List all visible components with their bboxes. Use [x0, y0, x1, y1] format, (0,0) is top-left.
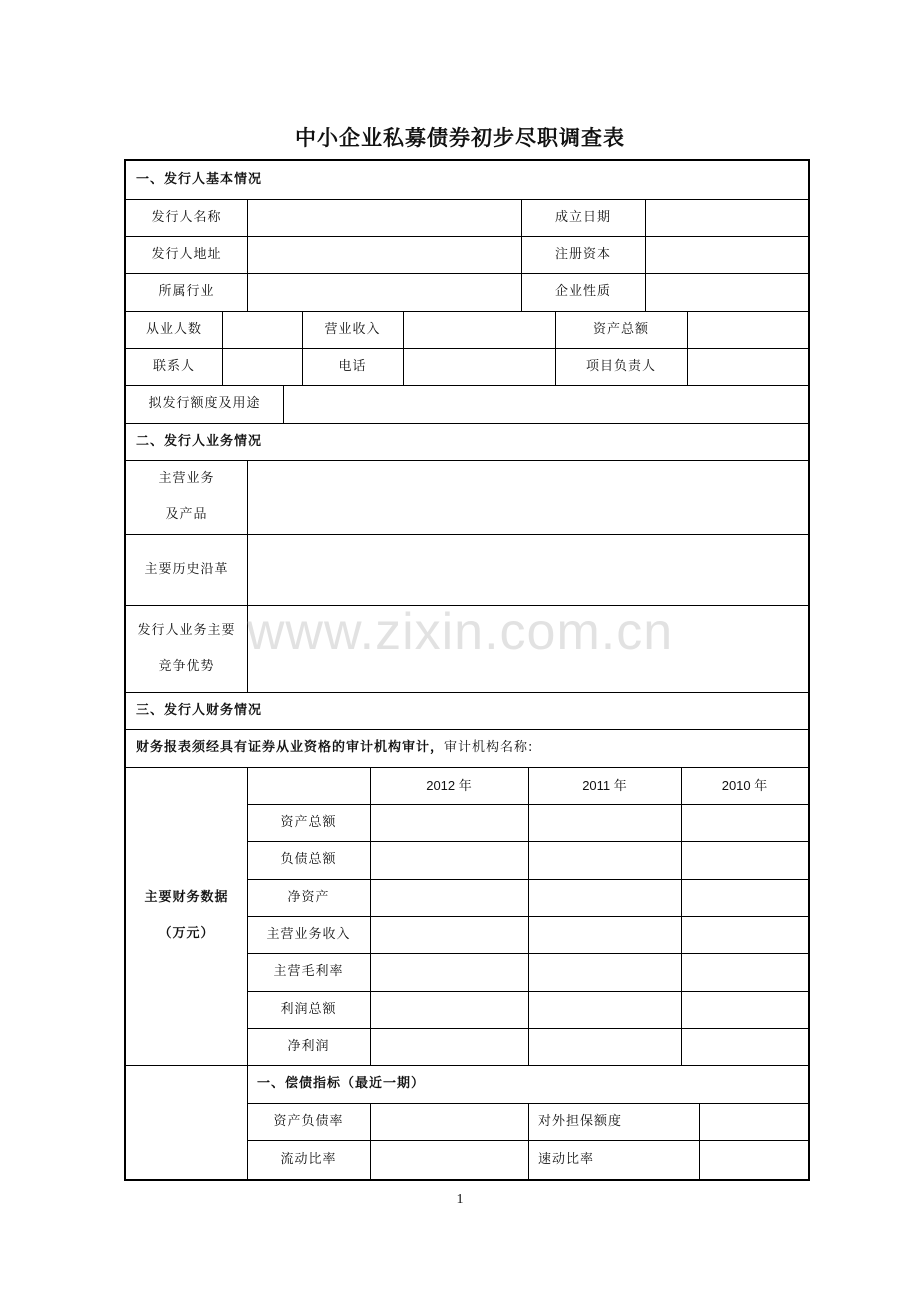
year-header: 2010 年: [721, 777, 768, 793]
financial-row-label: 负债总额: [280, 852, 337, 867]
financial-row-label: 主营业务收入: [266, 926, 351, 942]
label-issuer-name: 发行人名称: [151, 209, 222, 225]
label-issuer-address: 发行人地址: [151, 246, 222, 262]
label-revenue: 营业收入: [324, 321, 381, 337]
audit-note: [126, 729, 808, 767]
financial-row-label: 净资产: [287, 889, 330, 905]
label-phone: 电话: [338, 358, 367, 374]
label-total-assets: 资产总额: [592, 321, 649, 337]
section-heading-financial: 三、发行人财务情况: [136, 702, 263, 718]
financial-row-label: 资产总额: [280, 814, 337, 830]
financial-row-label: 净利润: [287, 1038, 330, 1054]
label-issue-amount-use: 拟发行额度及用途: [148, 396, 261, 411]
label-main-business-line2: 及产品: [165, 507, 208, 522]
label-history: 主要历史沿革: [144, 561, 229, 577]
audit-note-requirement: 财务报表须经具有证券从业资格的审计机构审计，: [136, 740, 445, 755]
label-current-ratio: 流动比率: [280, 1151, 337, 1167]
page-number: 1: [456, 1192, 464, 1207]
label-employees: 从业人数: [145, 321, 202, 337]
label-debt-ratio: 资产负债率: [273, 1113, 344, 1129]
page-title: 中小企业私募债券初步尽职调查表: [295, 125, 625, 150]
section-heading-basic-info: 一、发行人基本情况: [136, 172, 263, 187]
label-contact: 联系人: [152, 358, 195, 374]
label-industry: 所属行业: [158, 284, 215, 299]
label-main-business: [126, 460, 247, 534]
label-main-financial-data-unit: （万元）: [158, 926, 215, 941]
label-advantage-line2: 竞争优势: [158, 658, 215, 674]
label-main-financial-data: [126, 767, 247, 1065]
label-advantage-line1: 发行人业务主要: [137, 622, 236, 638]
label-main-business-line1: 主营业务: [158, 471, 215, 486]
watermark: www.zixin.com.cn: [246, 603, 674, 661]
label-quick-ratio: 速动比率: [538, 1151, 595, 1167]
label-main-financial-data-line1: 主要财务数据: [144, 890, 229, 905]
label-project-lead: 项目负责人: [585, 358, 656, 374]
year-header: 2011 年: [582, 777, 627, 793]
financial-row-label: 利润总额: [280, 1001, 337, 1017]
label-founded-date: 成立日期: [554, 209, 611, 225]
solvency-heading: 一、偿债指标（最近一期）: [257, 1076, 426, 1091]
label-guarantee-amount: 对外担保额度: [538, 1113, 623, 1129]
year-header: 2012 年: [426, 777, 472, 793]
financial-row-label: 主营毛利率: [273, 964, 344, 979]
label-enterprise-nature: 企业性质: [554, 284, 611, 299]
section-heading-business: 二、发行人业务情况: [136, 433, 263, 449]
due-diligence-form: [124, 159, 810, 1181]
audit-note-auditor-name: 审计机构名称:: [444, 740, 534, 755]
label-registered-capital: 注册资本: [554, 246, 611, 262]
